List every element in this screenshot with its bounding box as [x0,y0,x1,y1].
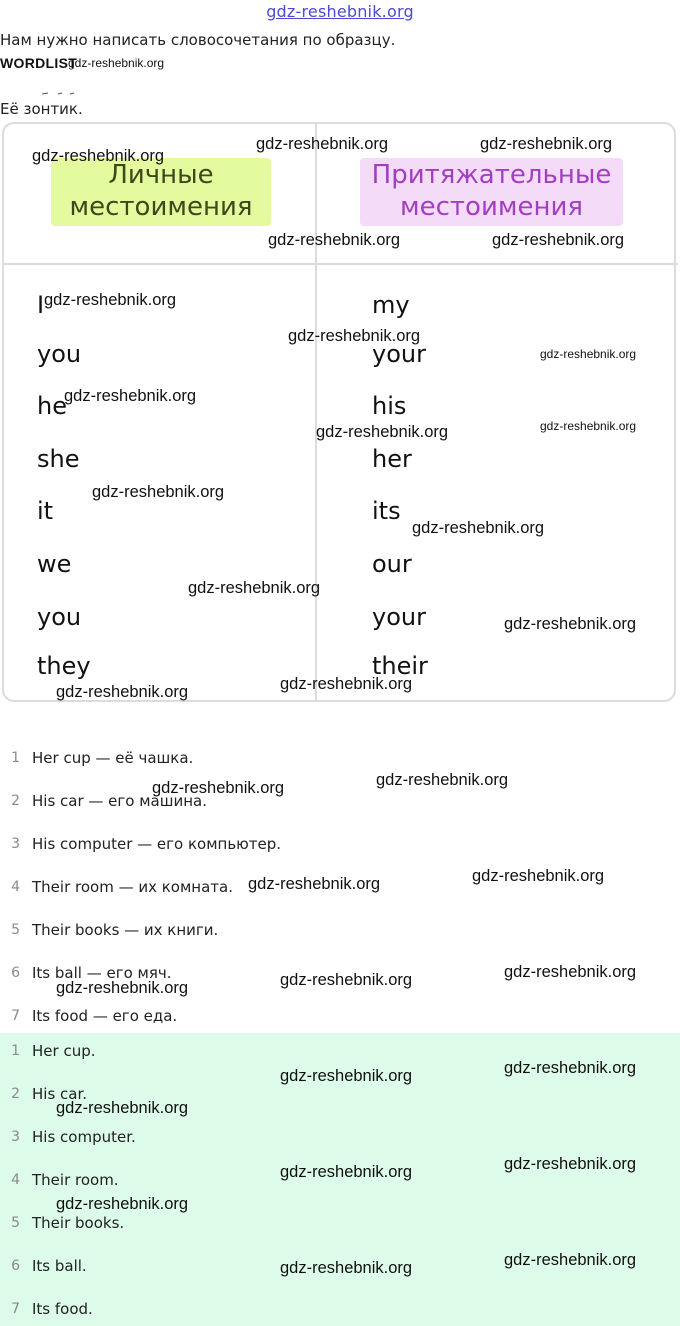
personal-pronoun: you [37,340,82,368]
possessive-pronoun: your [372,340,426,368]
example-text: His computer — его компьютер. [32,835,282,853]
personal-pronoun: it [37,497,54,525]
watermark: gdz-reshebnik.org [92,483,225,501]
watermark: gdz-reshebnik.org [504,1059,637,1077]
watermark: gdz-reshebnik.org [280,1259,413,1277]
example-number: 3 [11,836,20,852]
personal-pronoun: he [37,392,67,420]
possessive-header-line-2: местоимения [399,192,583,222]
watermark: gdz-reshebnik.org [56,979,189,997]
possessive-pronoun: her [372,445,412,473]
answer-number: 4 [11,1172,20,1188]
answer-number: 6 [11,1258,20,1274]
answer-number: 5 [11,1215,20,1231]
answer-number: 1 [11,1043,20,1059]
watermark: gdz-reshebnik.org [188,579,321,597]
personal-header-line-2: местоимения [69,192,253,222]
watermark: gdz-reshebnik.org [288,327,421,345]
watermark: gdz-reshebnik.org [504,963,637,981]
answer-text: His computer. [32,1128,136,1146]
watermark: gdz-reshebnik.org [480,135,613,153]
table-column-divider [315,124,317,700]
answer-text: Her cup. [32,1042,96,1060]
watermark: gdz-reshebnik.org [316,423,449,441]
watermark: gdz-reshebnik.org [540,347,637,361]
personal-header-line-1: Личные [108,160,214,190]
watermark: gdz-reshebnik.org [56,1195,189,1213]
answer-number: 7 [11,1301,20,1317]
personal-pronoun: they [37,652,91,680]
watermark: gdz-reshebnik.org [492,231,625,249]
watermark: gdz-reshebnik.org [152,779,285,797]
example-text: Their room — их комната. [32,878,233,896]
possessive-pronoun: my [372,291,410,319]
personal-pronoun: you [37,603,82,631]
answer-text: Its ball. [32,1257,87,1275]
watermark: gdz-reshebnik.org [248,875,381,893]
watermark: gdz-reshebnik.org [412,519,545,537]
watermark: gdz-reshebnik.org [268,231,401,249]
watermark: gdz-reshebnik.org [56,1099,189,1117]
watermark: gdz-reshebnik.org [56,683,189,701]
table-header-divider [2,263,678,265]
answer-text: His car. [32,1085,88,1103]
watermark: gdz-reshebnik.org [280,971,413,989]
personal-pronoun: I [37,291,45,319]
watermark: gdz-reshebnik.org [256,135,389,153]
watermark: gdz-reshebnik.org [280,675,413,693]
watermark: gdz-reshebnik.org [504,1155,637,1173]
site-header-link[interactable]: gdz-reshebnik.org [266,2,414,21]
possessive-pronoun: their [372,652,428,680]
answer-text: Their books. [32,1214,125,1232]
example-number: 2 [11,793,20,809]
watermark: gdz-reshebnik.org [68,56,165,70]
example-number: 1 [11,750,20,766]
watermark: gdz-reshebnik.org [540,419,637,433]
possessive-pronoun: its [372,497,401,525]
watermark: gdz-reshebnik.org [280,1067,413,1085]
answer-number: 3 [11,1129,20,1145]
cutoff-ink [40,90,80,96]
example-text: His car — его машина. [32,792,207,810]
answer-text: Their room. [32,1171,119,1189]
possessive-pronoun: his [372,392,407,420]
example-number: 4 [11,879,20,895]
cutoff-text: Её зонтик. [0,100,83,118]
example-number: 7 [11,1008,20,1024]
answer-text: Its food. [32,1300,93,1318]
watermark: gdz-reshebnik.org [280,1163,413,1181]
answer-number: 2 [11,1086,20,1102]
possessive-pronouns-header [360,158,623,226]
watermark: gdz-reshebnik.org [376,771,509,789]
possessive-pronoun: our [372,550,412,578]
watermark: gdz-reshebnik.org [504,1251,637,1269]
possessive-pronoun: your [372,603,426,631]
watermark: gdz-reshebnik.org [32,147,165,165]
watermark: gdz-reshebnik.org [472,867,605,885]
watermark: gdz-reshebnik.org [44,291,177,309]
personal-pronoun: we [37,550,72,578]
watermark: gdz-reshebnik.org [64,387,197,405]
example-text: Its food — его еда. [32,1007,178,1025]
personal-pronoun: she [37,445,80,473]
watermark: gdz-reshebnik.org [504,615,637,633]
task-text: Нам нужно написать словосочетания по образцу. [0,31,396,49]
example-number: 6 [11,965,20,981]
example-text: Her cup — её чашка. [32,749,194,767]
possessive-header-line-1: Притяжательные [371,160,612,190]
example-text: Their books — их книги. [32,921,219,939]
wordlist-label[interactable]: WORDLIST [0,55,78,71]
personal-pronouns-header [51,158,271,226]
example-text: Its ball — его мяч. [32,964,172,982]
example-number: 5 [11,922,20,938]
